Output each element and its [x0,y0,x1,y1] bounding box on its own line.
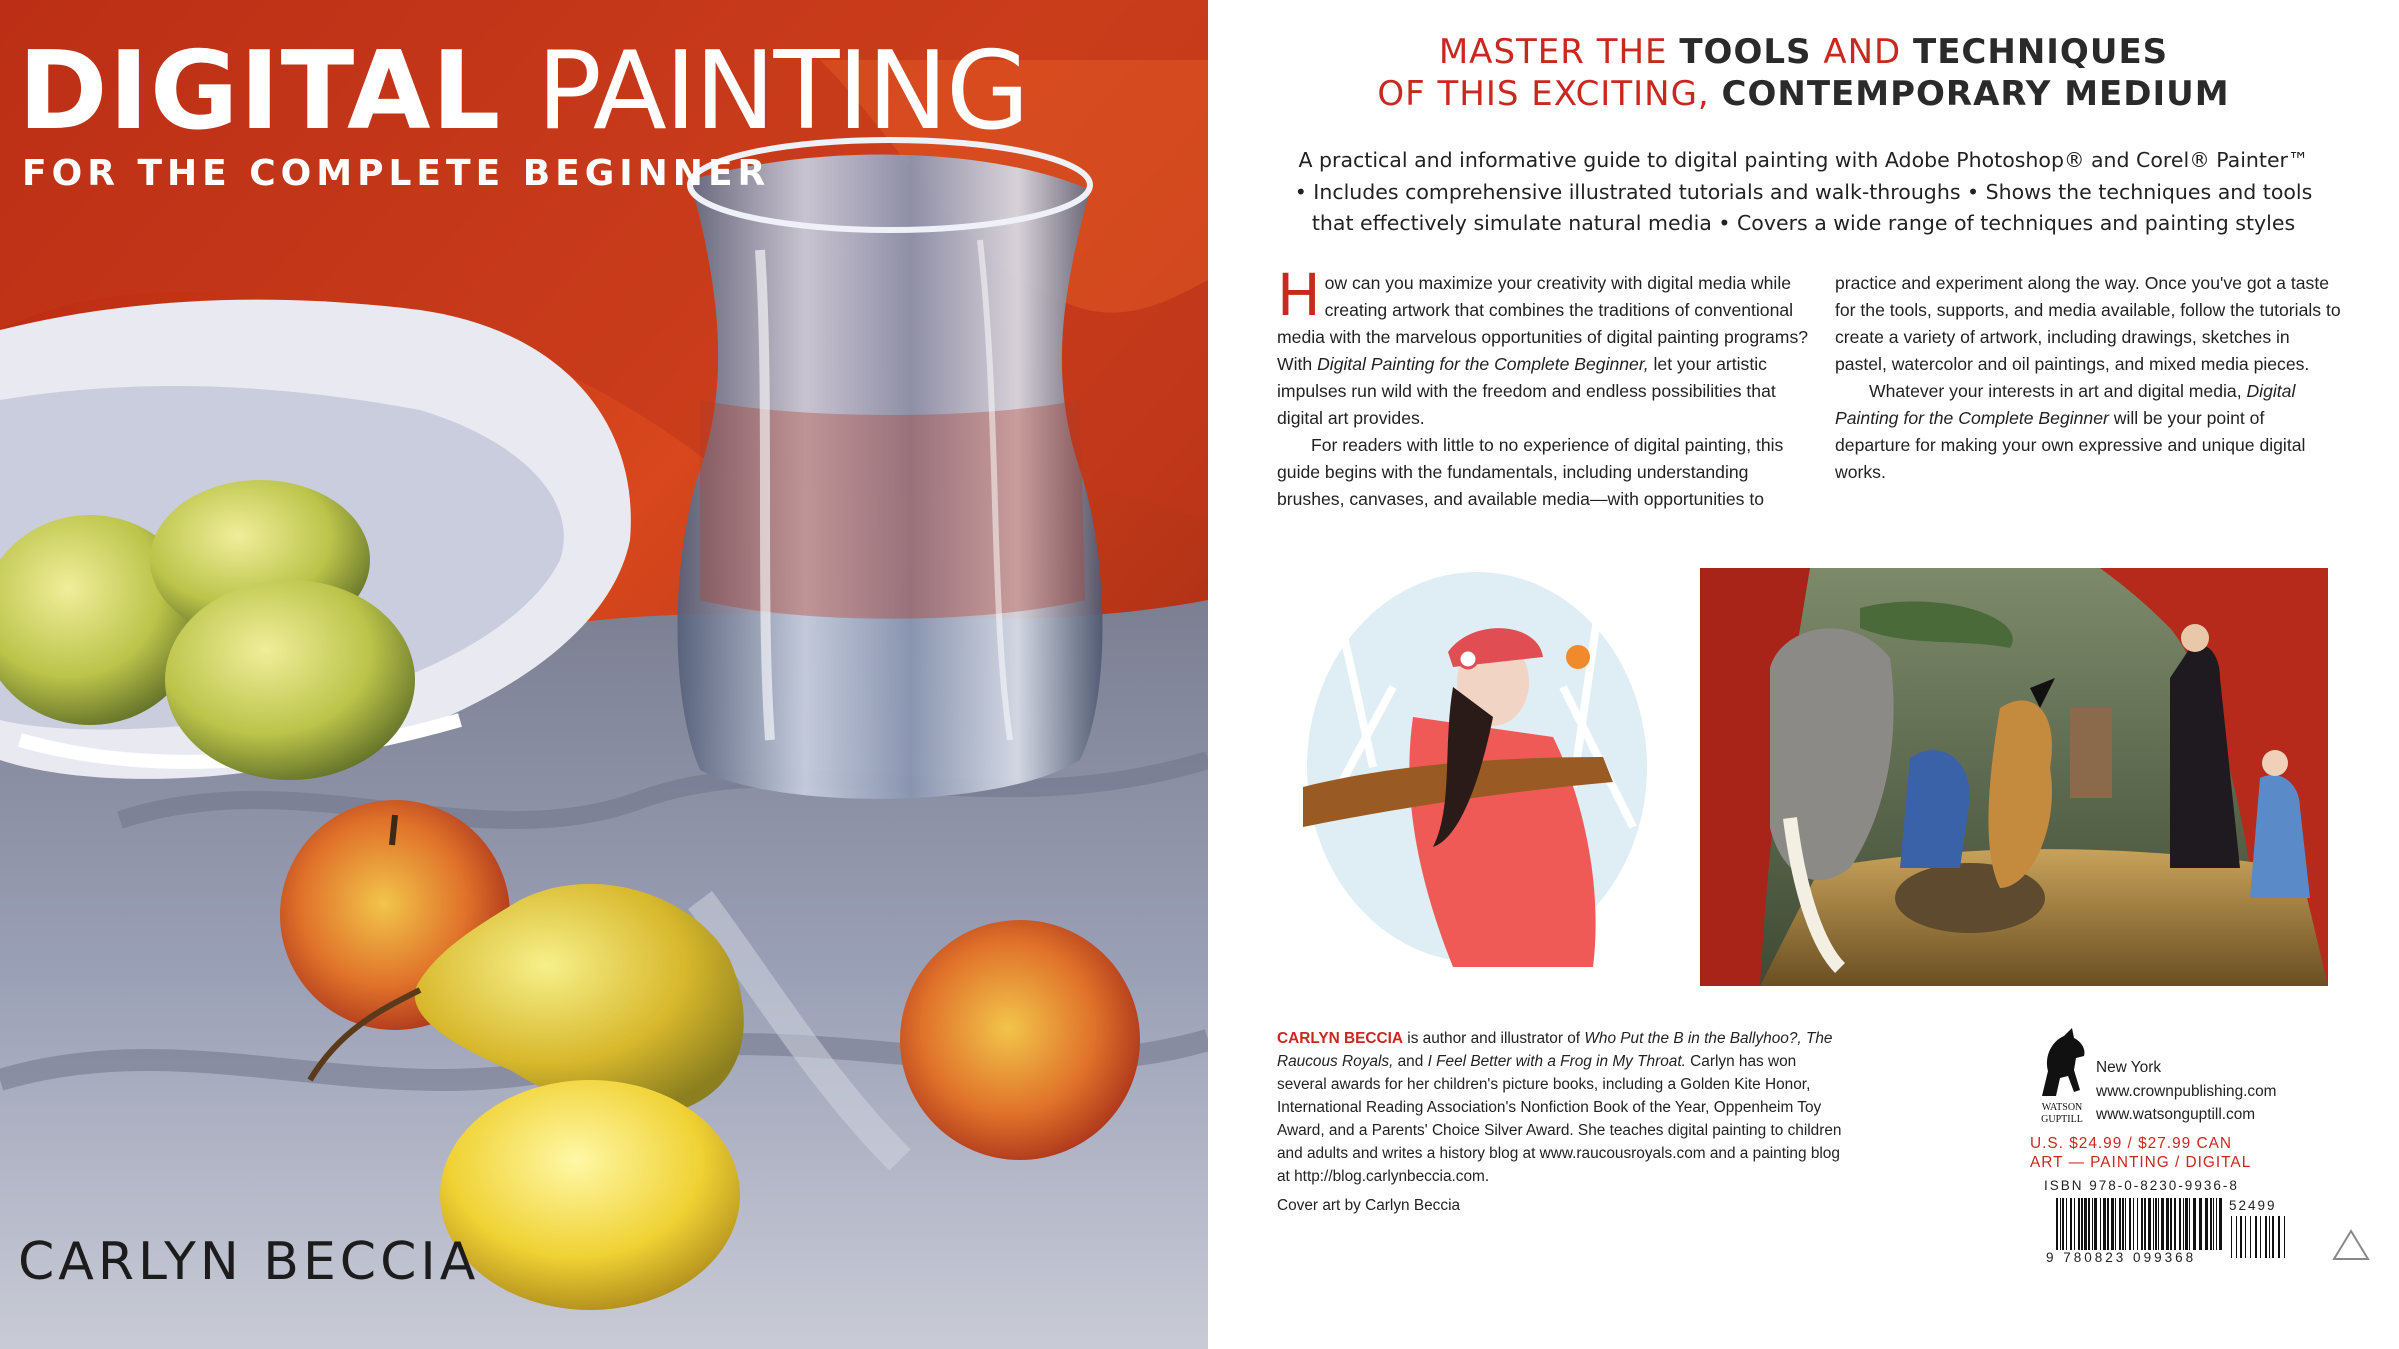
bio-name: CARLYN BECCIA [1277,1030,1403,1047]
body-col2-p2b: will be your point of departure for making your own expressive and unique digital works. [1835,408,2306,482]
barcode-bar [2081,1198,2083,1250]
barcode-bar [2092,1198,2093,1250]
barcode-bar [2219,1198,2222,1250]
headline-red-2: AND [1823,32,1902,72]
barcode-bar [2170,1198,2172,1250]
barcode-bar [2107,1198,2109,1250]
barcode-bar [2111,1198,2114,1250]
barcode-bar [2255,1216,2257,1258]
back-cover [1208,0,2399,1349]
back-headline-line2 [1208,74,2399,114]
front-title-light: PAINTING [536,29,1028,154]
barcode-bar [2269,1216,2270,1258]
lead-line-2: • Includes comprehensive illustrated tutorials and walk-throughs • Shows the techniques and tools [1294,180,2313,204]
bio-t4: Carlyn has won several awards for her children's picture books, including a Golden Kite Honor, International Reading Association's Nonfiction Book of the Year, Oppenheim Toy Award, and a Parents' Choice Silver Award. She teaches digital painting to children and adults and writes a history blog at www.raucousroyals.com and a painting blog at http://blog.carlynbeccia.com. [1277,1053,1842,1185]
barcode-bar [2216,1198,2217,1250]
price-label: U.S. $24.99 / $27.99 CAN [2030,1135,2232,1152]
barcode-bar [2129,1198,2131,1250]
back-headline-line1 [1208,32,2399,72]
barcode-bar [2250,1216,2251,1258]
barcode-bar [2158,1198,2159,1250]
body-col2-p1: practice and experiment along the way. Once you've got a taste for the tools, supports, and media available, follow the tutorials to create a variety of artwork, including drawings, sketches in pastel, watercolor and oil paintings, and mixed media pieces. [1835,273,2341,374]
barcode-bar [2161,1198,2164,1250]
body-column-1 [1277,261,1819,513]
front-title [18,29,1028,154]
barcode-bar [2199,1198,2202,1250]
headline-red-1: MASTER THE [1438,32,1668,72]
headline-dark-3: CONTEMPORARY MEDIUM [1721,74,2230,114]
publisher-url-1: www.crownpublishing.com [2096,1083,2277,1100]
body-p1a: ow can you maximize your creativity with digital media while creating artwork that combines the traditions of conventional media with the marvelous opportunities of digital painting programs? With [1277,273,1809,374]
body-p1b: let your artistic impulses run wild with the freedom and endless possibilities that digital art provides. [1277,354,1776,428]
logo-line2: GUPTILL [2041,1114,2083,1125]
barcode-bar [2070,1198,2072,1250]
barcode-bar [2074,1198,2075,1250]
lead-line-3: that effectively simulate natural media • Covers a wide range of techniques and painting styles [1311,211,2296,235]
barcode-bar [2231,1216,2232,1258]
barcode-bar [2078,1198,2080,1250]
cover-credit: Cover art by Carlyn Beccia [1277,1197,1461,1214]
body-col2-p2a: Whatever your interests in art and digital media, [1869,381,2247,401]
headline-dark-1: TOOLS [1679,32,1812,72]
barcode-bar [2119,1198,2121,1250]
barcode-bar [2144,1198,2146,1250]
body-col2-p2-italic: Digital Painting for the Complete Beginner [1835,381,2296,428]
barcode-bar [2115,1198,2116,1250]
barcode-bar [2088,1198,2090,1250]
barcode-bar [2103,1198,2106,1250]
back-illustration-woman [1303,567,1651,967]
barcode-bar [2056,1198,2058,1250]
isbn-label: ISBN 978-0-8230-9936-8 [2044,1178,2239,1193]
barcode-bar [2205,1198,2208,1250]
barcode-bar [2210,1198,2212,1250]
logo-line1: WATSON [2041,1102,2083,1113]
barcode-bar [2213,1198,2214,1250]
barcode-bar [2141,1198,2143,1250]
headline-dark-2: TECHNIQUES [1913,32,2169,72]
barcode-bar [2240,1216,2242,1258]
barcode-bar [2189,1198,2190,1250]
price-code: 52499 [2229,1198,2277,1213]
barcode-bar [2153,1198,2154,1250]
front-subtitle: FOR THE COMPLETE BEGINNER [22,153,771,194]
triangle-mark-icon [2331,1228,2371,1262]
barcode-bar [2060,1198,2061,1250]
barcode-bar [2137,1198,2138,1250]
barcode-bar [2260,1216,2261,1258]
barcode-bar [2185,1198,2188,1250]
barcode-bar [2183,1198,2184,1250]
barcode-bar [2265,1216,2267,1258]
front-author: CARLYN BECCIA [18,1232,480,1292]
barcode-bar [2066,1198,2067,1250]
category-label: ART — PAINTING / DIGITAL [2030,1154,2252,1171]
back-illustration-circus [1700,568,2328,986]
barcode-bar [2245,1216,2246,1258]
barcode-bar [2193,1198,2196,1250]
publisher-logo-horse-icon [2034,1026,2090,1126]
headline-red-3: OF THIS EXCITING, [1377,74,1710,114]
bio-book1: Who Put the B in the Ballyhoo?, [1584,1030,1802,1047]
barcode-digits: 9 780823 099368 [2046,1250,2197,1265]
lead-line-1: A practical and informative guide to digital painting with Adobe Photoshop® and Corel® Painter™ [1298,148,2309,172]
barcode-bar [2236,1216,2237,1258]
barcode-bar [2278,1216,2280,1258]
bio-book3: I Feel Better with a Frog in My Throat. [1427,1053,1686,1070]
barcode-bar [2174,1198,2176,1250]
barcode-bar [2148,1198,2151,1250]
barcode-bar [2084,1198,2087,1250]
barcode-bar [2284,1216,2285,1258]
barcode-bar [2272,1216,2274,1258]
bio-t3: and [1393,1053,1428,1070]
barcode-bar [2125,1198,2126,1250]
barcode-bar [2166,1198,2169,1250]
barcode-bar [2062,1198,2064,1250]
barcode-bar [2155,1198,2157,1250]
barcode-bar [2122,1198,2124,1250]
drop-cap: H [1277,261,1321,329]
barcode-bar [2094,1198,2097,1250]
bio-book2: The Raucous Royals, [1277,1030,1833,1070]
barcode-bar [2179,1198,2181,1250]
body-p2: For readers with little to no experience of digital painting, this guide begins with the fundamentals, including understanding brushes, canvases, and available media—with opportunities to [1277,435,1784,509]
body-column-2 [1835,270,2343,486]
body-p1-italic: Digital Painting for the Complete Beginner, [1317,354,1649,374]
publisher-url-2: www.watsonguptill.com [2096,1106,2256,1123]
publisher-city: New York [2096,1059,2162,1076]
barcode-bar [2100,1198,2101,1250]
bio-t1: is author and illustrator of [1403,1030,1585,1047]
front-title-bold: DIGITAL [18,29,502,154]
barcode-bar [2133,1198,2134,1250]
author-bio [1277,1027,1847,1188]
